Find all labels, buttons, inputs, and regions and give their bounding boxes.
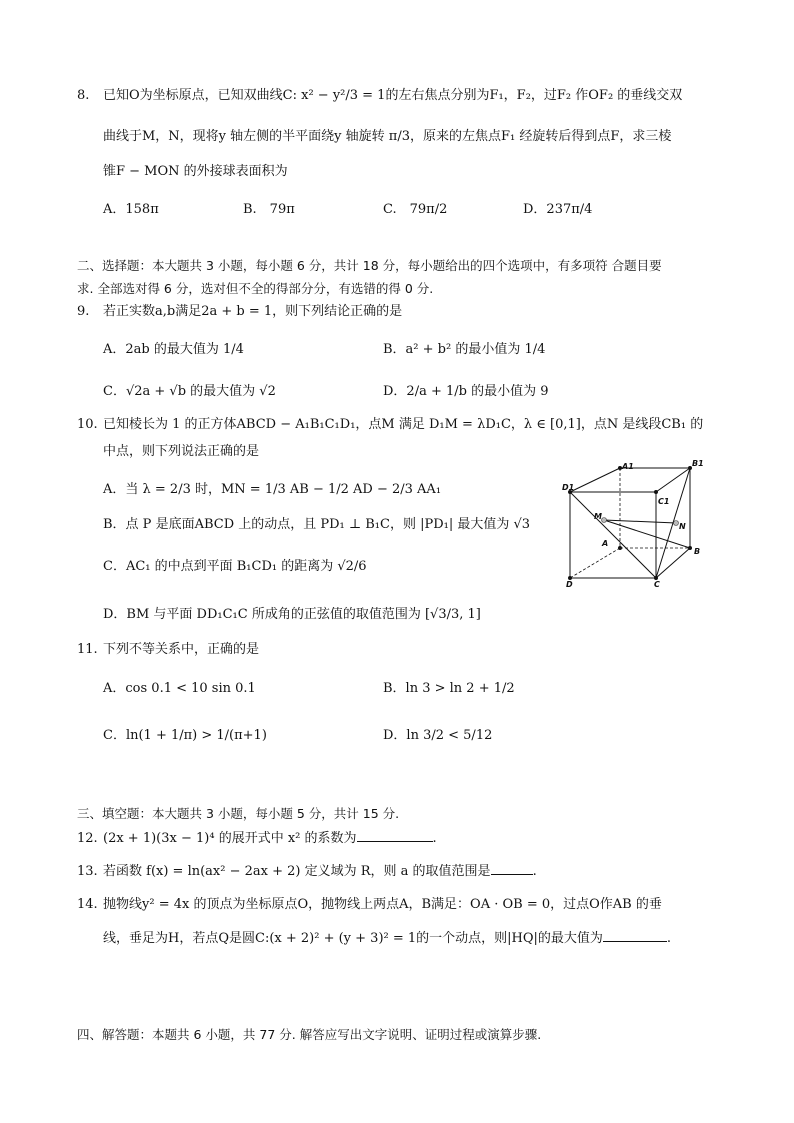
q11-stem <box>77 640 259 660</box>
q8-option-a: A．158π <box>103 202 159 217</box>
label-d1: D1 <box>562 483 575 492</box>
diagonal-d1c <box>570 492 656 578</box>
q11-option-b: B．ln 3 > ln 2 + 1/2 <box>383 681 515 696</box>
label-b1: B1 <box>692 460 704 468</box>
section-2-heading-line1: 二、选择题：本大题共 3 小题，每小题 6 分，共计 18 分，每小题给出的四个选项中，有多项符 合题目要 <box>77 258 662 273</box>
q12-number: 12. <box>77 831 98 846</box>
q13-tail: . <box>532 864 537 879</box>
q9-stem <box>77 302 402 322</box>
q8-option-d: D．237π/4 <box>523 202 593 217</box>
cube-edge <box>570 468 620 492</box>
q11-number: 11. <box>77 642 98 657</box>
point-m <box>602 518 607 523</box>
q14-number: 14. <box>77 897 98 912</box>
label-a: A <box>602 539 609 548</box>
q10-line2: 中点，则下列说法正确的是 <box>103 444 260 459</box>
label-c: C <box>654 580 660 589</box>
label-a1: A1 <box>622 462 634 471</box>
q14-text-2: 线，垂足为H，若点Q是圆C:(x + 2)² + (y + 3)² = 1的一个动点，则|HQ|的最大值为 <box>103 931 603 946</box>
q9-option-c: C．√2a + √b 的最大值为 √2 <box>103 384 276 399</box>
section-3-heading: 三、填空题：本大题共 3 小题，每小题 5 分，共计 15 分. <box>77 806 400 821</box>
q13-text: 若函数 f(x) = ln(ax² − 2ax + 2) 定义域为 R，则 a 的取值范围是 <box>103 864 491 879</box>
q8-line2: 曲线于M，N，现将y 轴左侧的半平面绕y 轴旋转 π/3，原来的左焦点F₁ 经旋转后得到点F，求三棱 <box>103 129 672 144</box>
q11-text: 下列不等关系中，正确的是 <box>103 642 260 657</box>
vertex-a <box>618 546 622 550</box>
q8-option-c: C. 79π/2 <box>383 202 448 217</box>
label-c1: C1 <box>658 497 670 506</box>
q8-option-b: B. 79π <box>243 202 295 217</box>
q8-line3: 锥F − MON 的外接球表面积为 <box>103 164 288 179</box>
q14-tail: . <box>666 931 672 946</box>
label-b: B <box>694 547 701 556</box>
q10-number: 10. <box>77 417 98 432</box>
vertex-b <box>688 546 692 550</box>
q12-tail: . <box>432 831 437 846</box>
q11-option-a: A．cos 0.1 < 10 sin 0.1 <box>103 681 256 696</box>
section-2-heading-line2: 求. 全部选对得 6 分，选对但不全的得部分分，有选错的得 0 分. <box>77 281 434 296</box>
q10-text-1: 已知棱长为 1 的正方体ABCD − A₁B₁C₁D₁，点M 满足 D₁M = λD₁C，λ ∈ [0,1]，点N 是线段CB₁ 的 <box>103 417 704 432</box>
q9-option-a: A．2ab 的最大值为 1/4 <box>103 342 244 357</box>
q14-text-1: 抛物线y² = 4x 的顶点为坐标原点O，抛物线上两点A，B满足：OA · OB = 0，过点O作AB 的垂 <box>103 897 662 912</box>
label-m: M <box>594 512 602 521</box>
q12-text: (2x + 1)(3x − 1)⁴ 的展开式中 x² 的系数为 <box>103 831 357 846</box>
q8-text-1: 已知O为坐标原点，已知双曲线C: x² − y²/3 = 1的左右焦点分别为F₁，F₂，过F₂ 作OF₂ 的垂线交双 <box>103 88 683 103</box>
q14-answer-blank[interactable] <box>603 929 667 942</box>
q10-option-b: B．点 P 是底面ABCD 上的动点，且 PD₁ ⊥ B₁C，则 |PD₁| 最大值为 √3 <box>103 517 531 532</box>
q8-number: 8. <box>77 88 90 103</box>
vertex-c1 <box>654 490 658 494</box>
cube-edge <box>656 468 690 492</box>
q10-option-c: C．AC₁ 的中点到平面 B₁CD₁ 的距离为 √2/6 <box>103 559 367 574</box>
q9-text: 若正实数a,b满足2a + b = 1，则下列结论正确的是 <box>103 304 403 319</box>
cube-figure <box>558 460 718 590</box>
label-d: D <box>566 580 573 589</box>
q10-option-d: D．BM 与平面 DD₁C₁C 所成角的正弦值的取值范围为 [√3/3, 1] <box>103 607 481 622</box>
section-4-heading: 四、解答题：本题共 6 小题，共 77 分. 解答应写出文字说明、证明过程或演算步骤. <box>77 1027 542 1042</box>
q11-option-c: C．ln(1 + 1/π) > 1/(π+1) <box>103 728 267 743</box>
q11-option-d: D．ln 3/2 < 5/12 <box>383 728 493 743</box>
q9-option-b: B．a² + b² 的最小值为 1/4 <box>383 342 546 357</box>
q9-option-d: D．2/a + 1/b 的最小值为 9 <box>383 384 549 399</box>
q13-answer-blank[interactable] <box>491 862 533 875</box>
q10-line1 <box>77 415 703 435</box>
q9-number: 9. <box>77 304 90 319</box>
segment-mn <box>604 520 676 523</box>
q12-answer-blank[interactable] <box>357 829 433 842</box>
q12 <box>77 829 437 849</box>
q8-line1 <box>77 86 682 106</box>
q14-line2 <box>103 929 671 949</box>
q10-option-a: A．当 λ = 2/3 时，MN = 1/3 AB − 1/2 AD − 2/3 AA₁ <box>103 482 442 497</box>
q13 <box>77 862 537 882</box>
point-n <box>674 521 679 526</box>
q14-line1 <box>77 895 662 915</box>
label-n: N <box>679 522 686 531</box>
q13-number: 13. <box>77 864 98 879</box>
hidden-edge <box>570 548 620 578</box>
